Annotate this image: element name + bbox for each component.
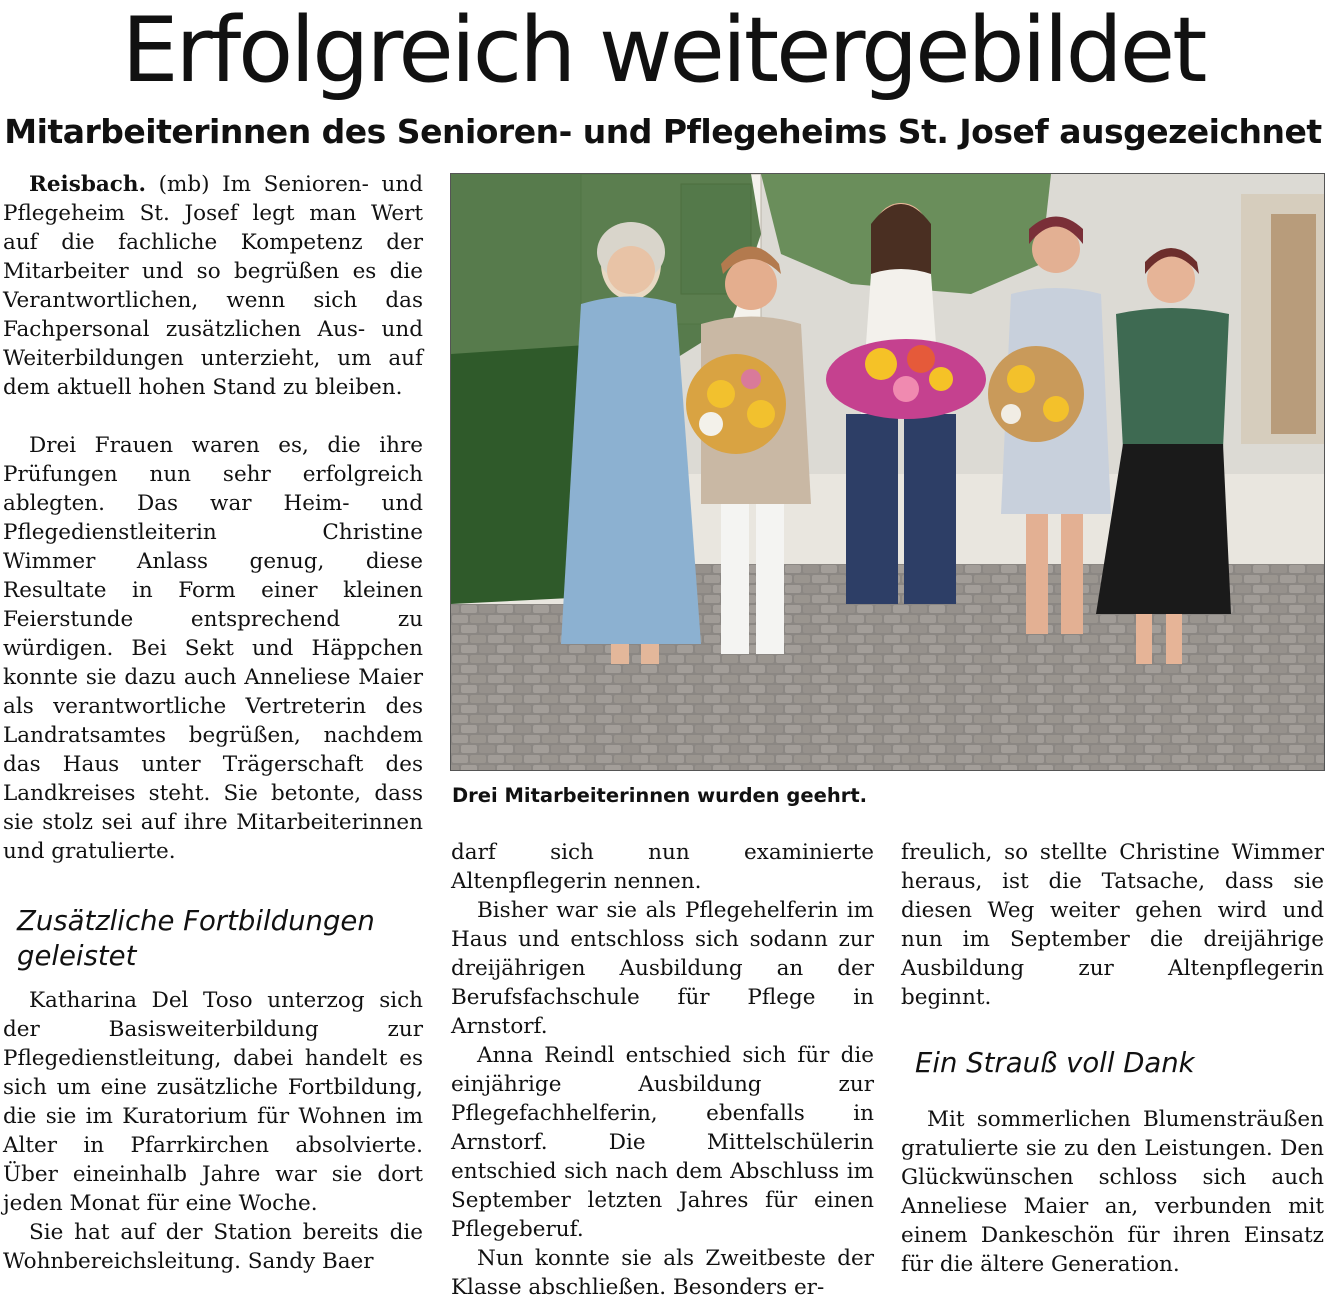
headline: Erfolgreich weitergebildet <box>121 0 1205 103</box>
subheadline: Mitarbeiterinnen des Senioren- und Pflegeheims St. Josef ausgezeichnet <box>4 112 1322 151</box>
intro-paragraph <box>3 170 423 402</box>
photo-caption: Drei Mitarbeiterinnen wurden geehrt. <box>452 784 868 807</box>
text-column-2 <box>451 838 874 1302</box>
paragraph-7: Nun konnte sie als Zweitbeste der Klasse abschließen. Besonders er- <box>451 1246 874 1300</box>
paragraph-7-continued: freulich, so stellte Christine Wimmer heraus, ist die Tatsache, dass sie diesen Weg weiter gehen wird und nun im September die dreijährige Ausbildung zur Altenpflegerin beginnt. <box>901 840 1324 1010</box>
section-heading-dank: Ein Strauß voll Dank <box>915 1047 1195 1079</box>
photo-illustration <box>451 174 1325 771</box>
paragraph-4: Sie hat auf der Station bereits die Wohnbereichsleitung. Sandy Baer <box>3 1220 423 1274</box>
paragraph-6: Anna Reindl entschied sich für die einjährige Ausbildung zur Pflegefachhelferin, ebenfalls in Arnstorf. Die Mittelschülerin entschied sich nach dem Abschluss im September letzten Jahres für einen Pflegeberuf. <box>451 1043 874 1242</box>
paragraph-5: Bisher war sie als Pflegehelferin im Haus und entschloss sich sodann zur dreijährigen Ausbildung an der Berufsfachschule für Pflege in Arnstorf. <box>451 898 874 1039</box>
paragraph-3: Katharina Del Toso unterzog sich der Basisweiterbildung zur Pflegedienstleitung, dabei handelt es sich um eine zusätzliche Fortbildung, die sie im Kuratorium für Wohnen im Alter in Pfarrkirchen absolvierte. Über eineinhalb Jahre war sie dort jeden Monat für eine Woche. <box>3 988 423 1216</box>
group-photo <box>450 173 1325 771</box>
paragraph-4-continued: darf sich nun examinierte Altenpflegerin nennen. <box>451 840 874 894</box>
section-heading-fortbildungen: Zusätzliche Fortbildungen geleistet <box>17 905 375 972</box>
paragraph-2: Drei Frauen waren es, die ihre Prüfungen nun sehr erfolgreich ablegten. Das war Heim- und Pflegedienstleiterin Christine Wimmer Anlass genug, diese Resultate in Form einer kleinen Feierstunde entsprechend zu würdigen. Bei Sekt und Häppchen konnte sie dazu auch Anneliese Maier als verantwortliche Vertreterin des Landratsamtes begrüßen, nachdem das Haus unter Trägerschaft des Landkreises steht. Sie betonte, dass sie stolz sei auf ihre Mitarbeiterinnen und gratulierte. <box>3 433 423 864</box>
intro-text: (mb) Im Senioren- und Pflegeheim St. Josef legt man Wert auf die fachliche Kompetenz der Mitarbeiter und so begrüßen es die Verantwortlichen, wenn sich das Fachpersonal zusätzlichen Aus- und Weiterbildungen unterzieht, um auf dem aktuell hohen Stand zu bleiben. <box>3 172 423 400</box>
dateline: Reisbach. <box>29 172 146 197</box>
paragraph-8: Mit sommerlichen Blumensträußen gratulierte sie zu den Leistungen. Den Glückwünschen schloss sich auch Anneliese Maier an, verbunden mit einem Dankeschön für ihren Einsatz für die ältere Generation. <box>901 1107 1324 1277</box>
text-column-1 <box>3 170 423 1276</box>
text-column-3 <box>901 838 1324 1279</box>
